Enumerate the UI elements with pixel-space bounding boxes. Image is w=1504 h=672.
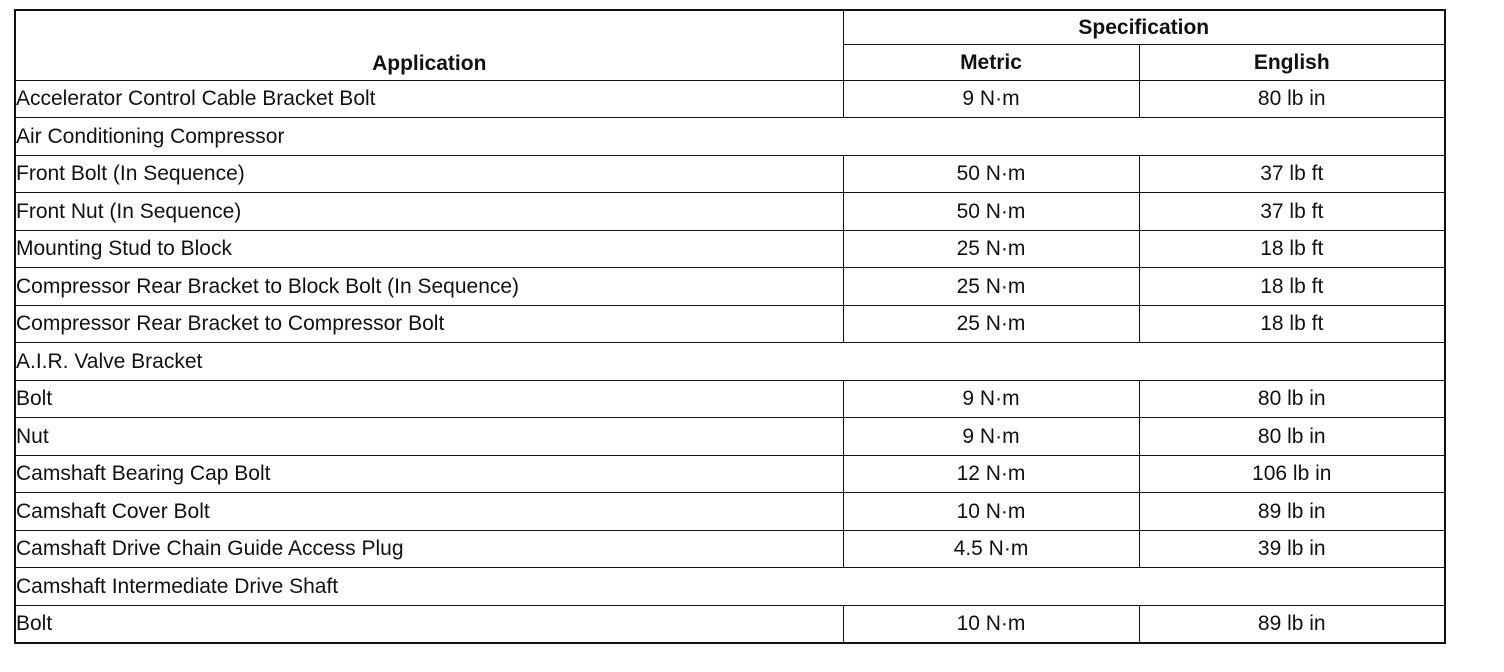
table-row — [15, 380, 1445, 418]
metric-cell: 25 N·m — [843, 230, 1139, 268]
english-cell: 89 lb in — [1139, 605, 1445, 643]
application-cell: Front Nut (In Sequence) — [15, 193, 843, 231]
application-cell: Nut — [15, 418, 843, 456]
metric-cell: 25 N·m — [843, 268, 1139, 306]
english-cell: 80 lb in — [1139, 418, 1445, 456]
application-cell: Camshaft Bearing Cap Bolt — [15, 455, 843, 493]
english-cell: 18 lb ft — [1139, 305, 1445, 343]
table-row — [15, 230, 1445, 268]
table-row — [15, 268, 1445, 306]
table-row — [15, 530, 1445, 568]
metric-cell: 4.5 N·m — [843, 530, 1139, 568]
metric-cell: 9 N·m — [843, 80, 1139, 118]
english-cell: 80 lb in — [1139, 80, 1445, 118]
table-row — [15, 455, 1445, 493]
application-cell: Mounting Stud to Block — [15, 230, 843, 268]
table-row — [15, 305, 1445, 343]
group-label: Air Conditioning Compressor — [15, 118, 1445, 156]
table-row — [15, 605, 1445, 643]
group-label: Camshaft Intermediate Drive Shaft — [15, 568, 1445, 606]
application-header: Application — [15, 10, 843, 80]
metric-cell: 50 N·m — [843, 193, 1139, 231]
metric-cell: 10 N·m — [843, 493, 1139, 531]
application-cell: Compressor Rear Bracket to Compressor Bolt — [15, 305, 843, 343]
application-cell: Accelerator Control Cable Bracket Bolt — [15, 80, 843, 118]
application-cell: Front Bolt (In Sequence) — [15, 155, 843, 193]
metric-cell: 12 N·m — [843, 455, 1139, 493]
application-cell: Compressor Rear Bracket to Block Bolt (In Sequence) — [15, 268, 843, 306]
table-header — [15, 10, 1445, 80]
metric-cell: 50 N·m — [843, 155, 1139, 193]
group-label: A.I.R. Valve Bracket — [15, 343, 1445, 381]
application-cell: Bolt — [15, 605, 843, 643]
table-row — [15, 493, 1445, 531]
english-cell: 18 lb ft — [1139, 230, 1445, 268]
torque-specification-table — [14, 9, 1446, 644]
group-row — [15, 568, 1445, 606]
group-row — [15, 343, 1445, 381]
table-row — [15, 418, 1445, 456]
table-row — [15, 80, 1445, 118]
metric-cell: 9 N·m — [843, 418, 1139, 456]
english-cell: 89 lb in — [1139, 493, 1445, 531]
metric-cell: 25 N·m — [843, 305, 1139, 343]
specification-header: Specification — [843, 10, 1445, 44]
table-row — [15, 155, 1445, 193]
group-row — [15, 118, 1445, 156]
application-cell: Camshaft Cover Bolt — [15, 493, 843, 531]
application-cell: Camshaft Drive Chain Guide Access Plug — [15, 530, 843, 568]
english-cell: 37 lb ft — [1139, 193, 1445, 231]
english-cell: 106 lb in — [1139, 455, 1445, 493]
metric-cell: 10 N·m — [843, 605, 1139, 643]
table-row — [15, 193, 1445, 231]
english-cell: 37 lb ft — [1139, 155, 1445, 193]
english-cell: 80 lb in — [1139, 380, 1445, 418]
metric-cell: 9 N·m — [843, 380, 1139, 418]
english-header: English — [1139, 44, 1445, 80]
english-cell: 39 lb in — [1139, 530, 1445, 568]
header-row-top — [15, 10, 1445, 44]
english-cell: 18 lb ft — [1139, 268, 1445, 306]
application-cell: Bolt — [15, 380, 843, 418]
table-body — [15, 80, 1445, 643]
metric-header: Metric — [843, 44, 1139, 80]
